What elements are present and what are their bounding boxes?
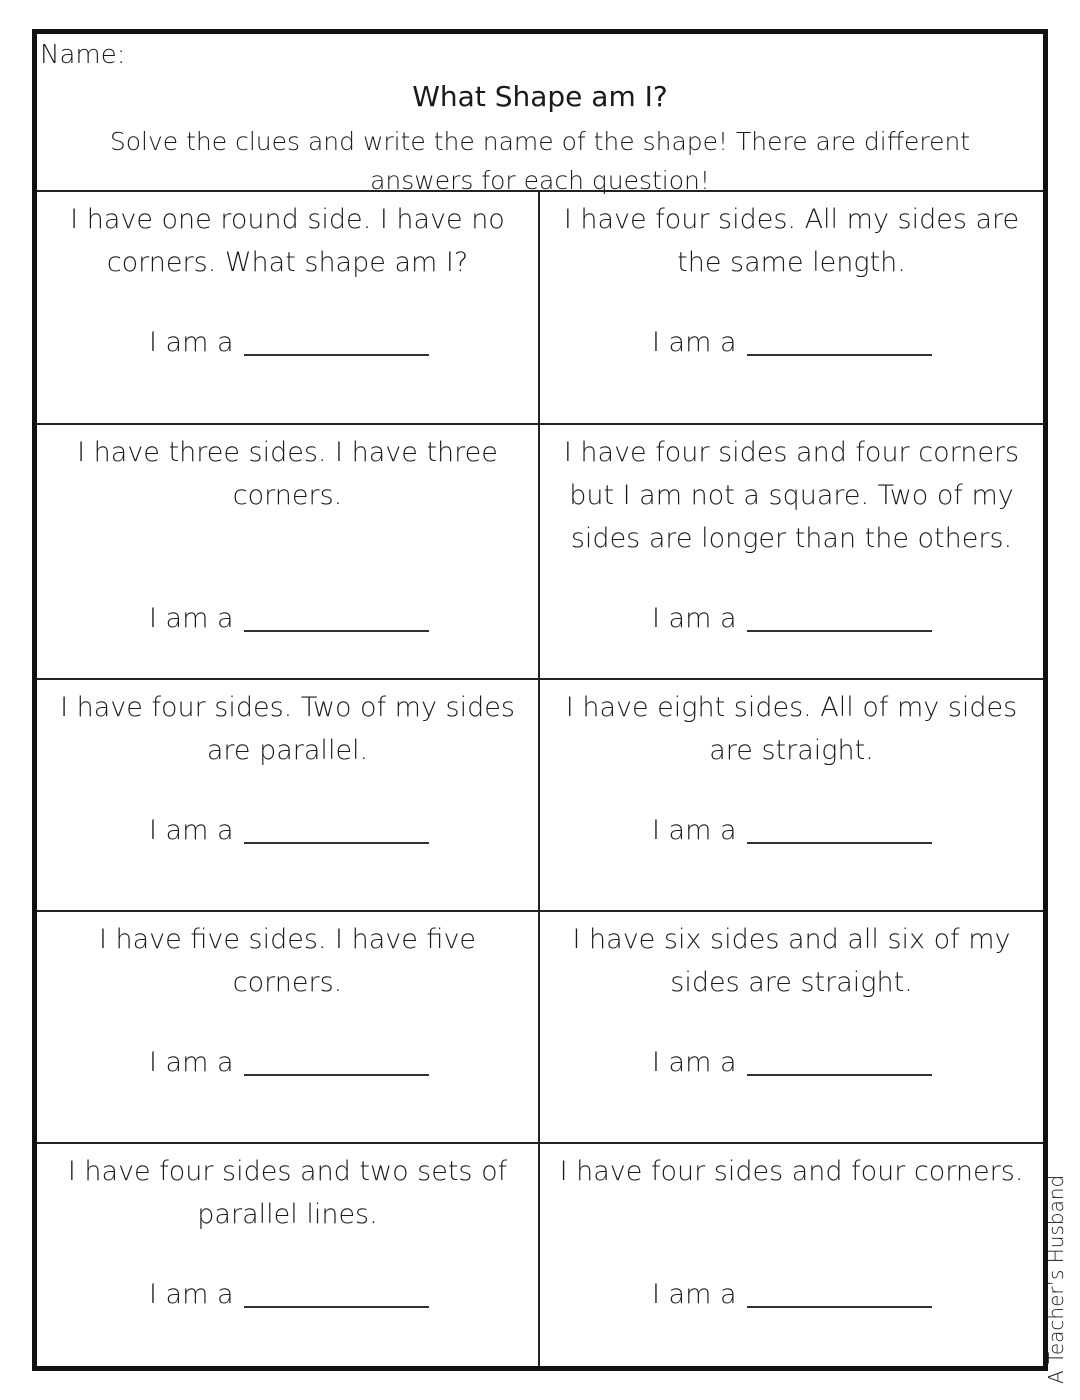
clue-text: I have four sides. All my sides are the same length. bbox=[563, 204, 1020, 278]
clue-text: I have eight sides. All of my sides are straight. bbox=[565, 692, 1018, 766]
answer-line bbox=[652, 1279, 932, 1310]
clue-text: I have four sides and two sets of parallel lines. bbox=[67, 1156, 508, 1230]
answer-prompt: I am a bbox=[652, 327, 737, 358]
clue-text: I have four sides and four corners but I am not a square. Two of my sides are longer than the others. bbox=[563, 437, 1020, 554]
clue-cell bbox=[540, 680, 1043, 912]
answer-prompt: I am a bbox=[652, 1279, 737, 1310]
clue-cell bbox=[37, 1144, 540, 1366]
page-title: What Shape am I? bbox=[412, 80, 668, 113]
answer-line bbox=[149, 1047, 429, 1078]
answer-line bbox=[149, 327, 429, 358]
answer-line bbox=[652, 327, 932, 358]
answer-prompt: I am a bbox=[652, 603, 737, 634]
instructions: Solve the clues and write the name of the shape! There are different answers for each question! bbox=[109, 127, 971, 195]
answer-prompt: I am a bbox=[149, 327, 234, 358]
answer-line bbox=[652, 815, 932, 846]
answer-line bbox=[652, 603, 932, 634]
answer-line bbox=[652, 1047, 932, 1078]
answer-prompt: I am a bbox=[149, 1279, 234, 1310]
answer-blank[interactable] bbox=[747, 334, 932, 356]
worksheet bbox=[32, 29, 1048, 1371]
clue-text: I have six sides and all six of my sides are straight. bbox=[572, 924, 1011, 998]
clue-cell bbox=[540, 192, 1043, 425]
answer-blank[interactable] bbox=[747, 822, 932, 844]
answer-blank[interactable] bbox=[244, 334, 429, 356]
answer-prompt: I am a bbox=[652, 815, 737, 846]
clue-cell bbox=[37, 912, 540, 1144]
worksheet-header bbox=[37, 34, 1043, 195]
clue-grid bbox=[37, 192, 1043, 1366]
answer-blank[interactable] bbox=[244, 822, 429, 844]
author-credit: A Teacher’s Husband bbox=[1044, 1174, 1068, 1384]
clue-text: I have five sides. I have five corners. bbox=[98, 924, 477, 998]
answer-line bbox=[149, 815, 429, 846]
clue-cell bbox=[37, 192, 540, 425]
answer-blank[interactable] bbox=[244, 1286, 429, 1308]
answer-blank[interactable] bbox=[747, 610, 932, 632]
name-label: Name: bbox=[40, 40, 126, 70]
answer-prompt: I am a bbox=[652, 1047, 737, 1078]
clue-cell bbox=[540, 912, 1043, 1144]
clue-cell bbox=[37, 680, 540, 912]
answer-line bbox=[149, 603, 429, 634]
answer-blank[interactable] bbox=[747, 1286, 932, 1308]
answer-prompt: I am a bbox=[149, 1047, 234, 1078]
answer-blank[interactable] bbox=[244, 610, 429, 632]
clue-cell bbox=[540, 1144, 1043, 1366]
clue-cell bbox=[540, 425, 1043, 680]
clue-text: I have four sides and four corners. bbox=[559, 1156, 1024, 1187]
answer-blank[interactable] bbox=[244, 1054, 429, 1076]
answer-line bbox=[149, 1279, 429, 1310]
answer-prompt: I am a bbox=[149, 815, 234, 846]
clue-text: I have three sides. I have three corners. bbox=[77, 437, 498, 511]
answer-blank[interactable] bbox=[747, 1054, 932, 1076]
clue-text: I have four sides. Two of my sides are parallel. bbox=[60, 692, 515, 766]
answer-prompt: I am a bbox=[149, 603, 234, 634]
clue-text: I have one round side. I have no corners. What shape am I? bbox=[70, 204, 505, 278]
clue-cell bbox=[37, 425, 540, 680]
